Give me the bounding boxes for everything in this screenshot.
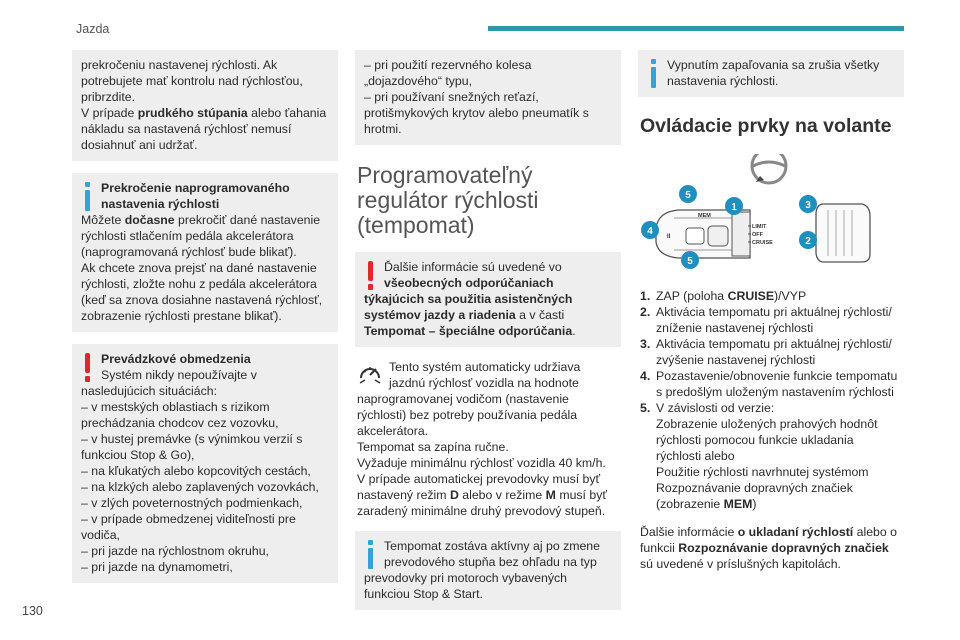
steering-controls-diagram bbox=[638, 154, 904, 274]
svg-text:3: 3 bbox=[805, 200, 811, 211]
note-box-continued bbox=[72, 50, 338, 161]
box-paragraph: V prípade prudkého stúpania alebo ťahania nákladu sa nastavená rýchlosť nemusí dosiahnuť ani udržať. bbox=[81, 106, 327, 152]
info-icon bbox=[647, 59, 661, 89]
info-box-overspeed bbox=[72, 173, 338, 332]
column-middle bbox=[355, 50, 621, 622]
paragraph: Tempomat sa zapína ručne. bbox=[357, 440, 509, 454]
section-title: Jazda bbox=[76, 22, 110, 36]
intro-text bbox=[355, 359, 621, 519]
column-left bbox=[72, 50, 338, 595]
mem-label: MEM bbox=[698, 213, 711, 219]
warning-box-recommendations bbox=[355, 252, 621, 347]
paragraph: Tento systém automaticky udržiava jazdnú rýchlosť vozidla na hodnote naprogramovanej vodičom (nastavenie rýchlosti) bez potreby používania pedála akcelerátora. bbox=[357, 360, 581, 438]
warning-box-text: Ďalšie informácie sú uvedené vo všeobecných odporúčaniach týkajúcich sa použitia asistenčných systémov jazdy a riadenia a v časti Tempomat – špeciálne odporúčania. bbox=[364, 260, 576, 338]
list-item: – na kľukatých alebo kopcovitých cestách, bbox=[81, 464, 311, 478]
list-item: – v zlých poveternostných podmienkach, bbox=[81, 496, 303, 510]
warning-box-intro: Systém nikdy nepoužívajte v nasledujúcich situáciách: bbox=[81, 368, 257, 398]
cruise-label: CRUISE bbox=[752, 240, 773, 246]
warning-box-title: Prevádzkové obmedzenia bbox=[101, 352, 251, 366]
svg-text:1: 1 bbox=[731, 202, 737, 213]
list-item: 5. V závislosti od verzie: Zobrazenie uložených prahových hodnôt rýchlosti pomocou funkcie ukladania rýchlosti alebo Použitie rýchlosti navrhnutej systémom Rozpoznávanie dopravných značiek (zobrazenie MEM) bbox=[640, 401, 878, 511]
limit-label: LIMIT bbox=[752, 224, 767, 230]
list-item: – na klzkých alebo zaplavených vozovkách, bbox=[81, 480, 319, 494]
box-line: prekročeniu nastavenej rýchlosti. Ak bbox=[81, 58, 278, 72]
list-item: – v mestských oblastiach s rizikom prechádzania chodcov cez vozovku, bbox=[81, 400, 279, 430]
list-item: – pri používaní snežných reťazí, protišmykových krytov alebo pneumatík s hrotmi. bbox=[364, 90, 589, 136]
list-item: 2. Aktivácia tempomatu pri aktuálnej rýchlosti/ zníženie nastavenej rýchlosti bbox=[640, 305, 892, 335]
info-box-gear-change bbox=[355, 531, 621, 610]
svg-text:4: 4 bbox=[647, 226, 653, 237]
mode-labels bbox=[748, 224, 773, 246]
info-box-text: Ak chcete znova prejsť na dané nastavenie rýchlosti, zložte nohu z pedála akcelerátora (keď sa znova dosiahne nastavená rýchlosť, zobrazenie rýchlosti prestane blikať). bbox=[81, 261, 323, 323]
list-item: 4. Pozastavenie/obnovenie funkcie tempomatu s predošlým uloženým nastavením rýchlosti bbox=[640, 369, 898, 399]
list-item: – pri jazde na dynamometri, bbox=[81, 560, 233, 574]
pause-label: II bbox=[667, 234, 671, 240]
section-heading: Ovládacie prvky na volante bbox=[640, 115, 892, 137]
more-info-text: Ďalšie informácie o ukladaní rýchlostí alebo o funkcii Rozpoznávanie dopravných značiek sú uvedené v príslušných kapitolách. bbox=[640, 525, 897, 571]
info-box-text: Tempomat zostáva aktívny aj po zmene prevodového stupňa bez ohľadu na typ prevodovky pri motoroch vybavených funkciou Stop & Start. bbox=[364, 539, 600, 601]
cruise-control-icon bbox=[357, 361, 383, 387]
svg-text:2: 2 bbox=[805, 236, 811, 247]
info-box-title: Prekročenie naprogramovaného nastavenia rýchlosti bbox=[101, 181, 290, 211]
info-icon bbox=[364, 540, 378, 570]
list-item: 3. Aktivácia tempomatu pri aktuálnej rýchlosti/ zvýšenie nastavenej rýchlosti bbox=[640, 337, 892, 367]
list-item: – v hustej premávke (s výnimkou verzií s funkciou Stop & Go), bbox=[81, 432, 303, 462]
warning-box-limits bbox=[72, 344, 338, 583]
svg-text:5: 5 bbox=[685, 190, 691, 201]
list-item: – pri jazde na rýchlostnom okruhu, bbox=[81, 544, 269, 558]
warning-icon bbox=[81, 353, 95, 383]
page-number: 130 bbox=[22, 604, 43, 618]
off-label: OFF bbox=[752, 232, 763, 238]
info-icon bbox=[81, 182, 95, 212]
info-box-text: Vypnutím zapaľovania sa zrušia všetky nastavenia rýchlosti. bbox=[667, 58, 880, 88]
note-box-continued-2 bbox=[355, 50, 621, 145]
list-item: – v prípade obmedzenej viditeľnosti pre vodiča, bbox=[81, 512, 296, 542]
warning-icon bbox=[364, 261, 378, 291]
list-item: 1. ZAP (poloha CRUISE)/VYP bbox=[640, 289, 807, 303]
box-line: potrebujete mať kontrolu nad rýchlosťou, bbox=[81, 74, 303, 88]
info-box-text: Môžete dočasne prekročiť dané nastavenie rýchlosti stlačením pedála akcelerátora (naprogramovaná rýchlosť bude blikať). bbox=[81, 213, 321, 259]
box-line: pribrzdite. bbox=[81, 90, 135, 104]
header-accent-bar bbox=[488, 26, 904, 31]
controls-illustration bbox=[638, 154, 904, 274]
list-item: – pri použití rezervného kolesa „dojazdového“ typu, bbox=[364, 58, 532, 88]
paragraph: V prípade automatickej prevodovky musí byť nastavený režim D alebo v režime M musí byť zaradený minimálne druhý prevodový stupeň. bbox=[357, 472, 607, 518]
controls-list bbox=[638, 288, 904, 572]
column-right bbox=[638, 50, 904, 572]
svg-text:5: 5 bbox=[687, 256, 693, 267]
lever-end bbox=[816, 204, 870, 262]
info-box-ignition bbox=[638, 50, 904, 97]
steering-wheel-icon bbox=[752, 154, 786, 183]
section-heading: Programovateľný regulátor rýchlosti (tempomat) bbox=[357, 162, 539, 238]
cruise-lever bbox=[656, 210, 750, 258]
paragraph: Vyžaduje minimálnu rýchlosť vozidla 40 km/h. bbox=[357, 456, 606, 470]
